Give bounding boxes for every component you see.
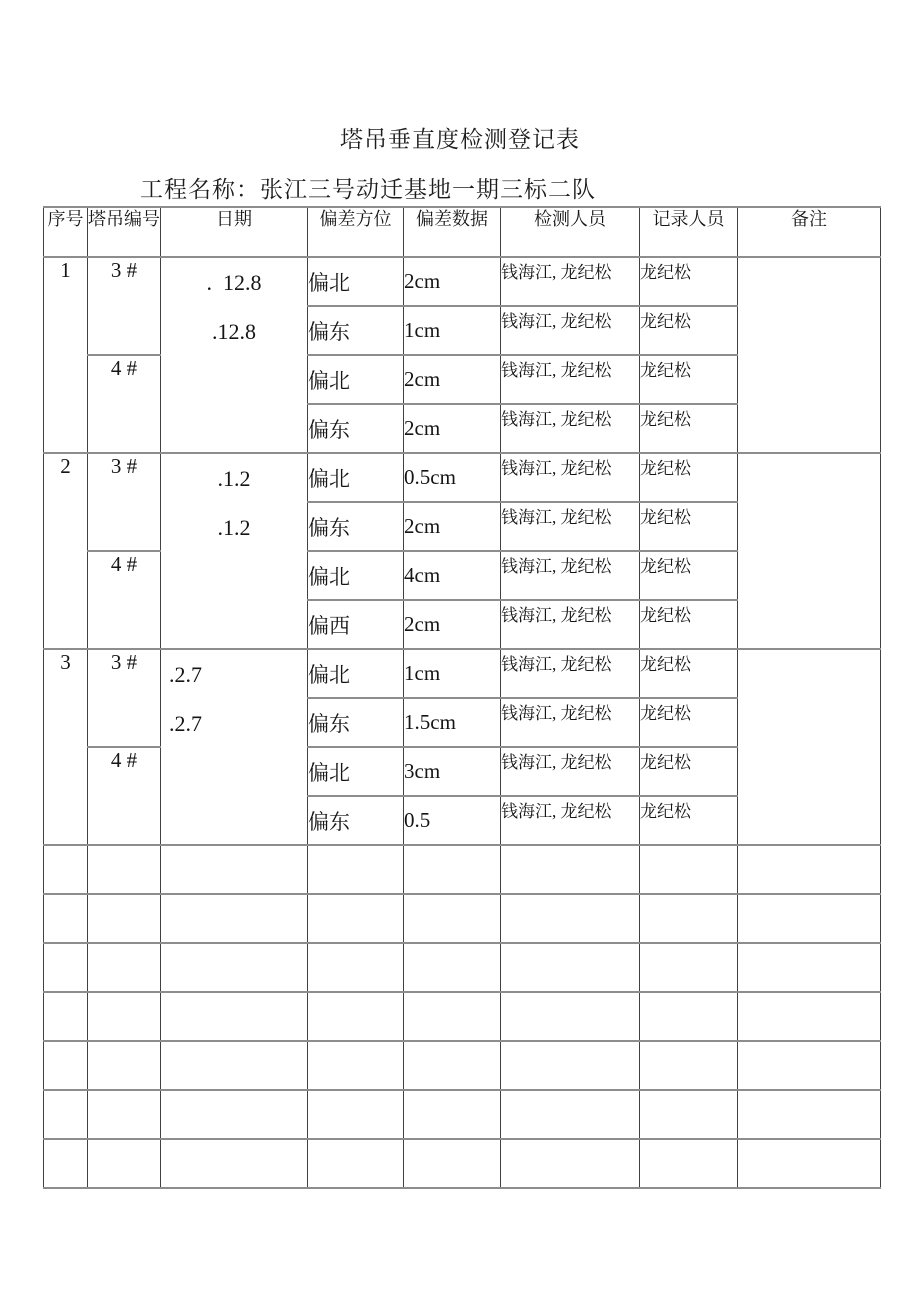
direction-cell: 偏北: [308, 551, 404, 600]
inspectors-cell: 钱海江, 龙纪松: [501, 355, 640, 404]
date-line: .12.8: [212, 319, 256, 344]
direction-cell: 偏东: [308, 404, 404, 453]
empty-cell: [161, 845, 308, 894]
empty-cell: [44, 1090, 88, 1139]
date-line: .2.7: [169, 711, 202, 736]
direction-cell: 偏东: [308, 502, 404, 551]
column-header-inspectors: 检测人员: [501, 207, 640, 257]
empty-cell: [738, 1139, 881, 1188]
recorder-cell: 龙纪松: [640, 796, 738, 845]
recorder-cell: 龙纪松: [640, 502, 738, 551]
inspectors-cell: 钱海江, 龙纪松: [501, 649, 640, 698]
empty-cell: [308, 845, 404, 894]
seq-cell: 2: [44, 453, 88, 649]
empty-cell: [308, 1041, 404, 1090]
date-cell: [161, 453, 308, 649]
empty-cell: [44, 894, 88, 943]
recorder-cell: 龙纪松: [640, 355, 738, 404]
empty-cell: [88, 894, 161, 943]
recorder-cell: 龙纪松: [640, 453, 738, 502]
inspection-registry-table: [43, 206, 881, 1189]
empty-cell: [640, 894, 738, 943]
crane-no-cell: 4 #: [88, 355, 161, 453]
empty-table-row: [44, 1041, 881, 1090]
empty-cell: [404, 1041, 501, 1090]
empty-cell: [161, 992, 308, 1041]
deviation-cell: 2cm: [404, 257, 501, 306]
seq-cell: 3: [44, 649, 88, 845]
empty-cell: [88, 943, 161, 992]
direction-cell: 偏北: [308, 747, 404, 796]
empty-cell: [161, 943, 308, 992]
column-header-direction: 偏差方位: [308, 207, 404, 257]
deviation-cell: 1cm: [404, 306, 501, 355]
direction-cell: 偏西: [308, 600, 404, 649]
column-header-seq: 序号: [44, 207, 88, 257]
direction-cell: 偏北: [308, 453, 404, 502]
table-row: [44, 649, 881, 698]
recorder-cell: 龙纪松: [640, 698, 738, 747]
empty-table-row: [44, 1090, 881, 1139]
remark-cell: [738, 649, 881, 845]
project-name-line: 工程名称：张江三号动迁基地一期三标二队: [140, 176, 596, 202]
empty-cell: [738, 992, 881, 1041]
direction-cell: 偏北: [308, 649, 404, 698]
deviation-cell: 0.5cm: [404, 453, 501, 502]
inspectors-cell: 钱海江, 龙纪松: [501, 306, 640, 355]
recorder-cell: 龙纪松: [640, 306, 738, 355]
empty-table-row: [44, 845, 881, 894]
empty-table-row: [44, 894, 881, 943]
inspectors-cell: 钱海江, 龙纪松: [501, 551, 640, 600]
empty-cell: [640, 1090, 738, 1139]
empty-cell: [161, 894, 308, 943]
empty-cell: [44, 1041, 88, 1090]
inspectors-cell: 钱海江, 龙纪松: [501, 698, 640, 747]
column-header-crane-no: 塔吊编号: [88, 207, 161, 257]
recorder-cell: 龙纪松: [640, 404, 738, 453]
crane-no-cell: 3 #: [88, 257, 161, 355]
direction-cell: 偏东: [308, 796, 404, 845]
date-cell: [161, 257, 308, 453]
column-header-remarks: 备注: [738, 207, 881, 257]
inspectors-cell: 钱海江, 龙纪松: [501, 600, 640, 649]
empty-cell: [308, 894, 404, 943]
crane-no-cell: 3 #: [88, 649, 161, 747]
date-line: . 12.8: [206, 270, 262, 295]
empty-cell: [501, 894, 640, 943]
empty-cell: [501, 845, 640, 894]
direction-cell: 偏东: [308, 698, 404, 747]
deviation-cell: 2cm: [404, 404, 501, 453]
empty-cell: [404, 894, 501, 943]
empty-cell: [640, 943, 738, 992]
empty-cell: [640, 992, 738, 1041]
inspectors-cell: 钱海江, 龙纪松: [501, 404, 640, 453]
page-title: 塔吊垂直度检测登记表: [340, 126, 580, 152]
empty-table-row: [44, 992, 881, 1041]
empty-cell: [88, 1041, 161, 1090]
empty-cell: [88, 992, 161, 1041]
recorder-cell: 龙纪松: [640, 600, 738, 649]
empty-cell: [404, 992, 501, 1041]
empty-cell: [161, 1090, 308, 1139]
empty-cell: [640, 1139, 738, 1188]
deviation-cell: 1.5cm: [404, 698, 501, 747]
empty-cell: [404, 1090, 501, 1139]
empty-cell: [738, 1090, 881, 1139]
empty-cell: [308, 943, 404, 992]
empty-cell: [161, 1139, 308, 1188]
empty-cell: [501, 1139, 640, 1188]
inspectors-cell: 钱海江, 龙纪松: [501, 796, 640, 845]
column-header-deviation: 偏差数据: [404, 207, 501, 257]
crane-no-cell: 3 #: [88, 453, 161, 551]
recorder-cell: 龙纪松: [640, 551, 738, 600]
deviation-cell: 1cm: [404, 649, 501, 698]
empty-cell: [44, 943, 88, 992]
seq-cell: 1: [44, 257, 88, 453]
empty-table-row: [44, 943, 881, 992]
empty-cell: [88, 845, 161, 894]
empty-cell: [501, 1041, 640, 1090]
table-row: [44, 257, 881, 306]
empty-cell: [44, 1139, 88, 1188]
inspectors-cell: 钱海江, 龙纪松: [501, 453, 640, 502]
deviation-cell: 0.5: [404, 796, 501, 845]
empty-cell: [738, 845, 881, 894]
direction-cell: 偏东: [308, 306, 404, 355]
inspectors-cell: 钱海江, 龙纪松: [501, 257, 640, 306]
empty-cell: [44, 992, 88, 1041]
empty-cell: [501, 1090, 640, 1139]
remark-cell: [738, 453, 881, 649]
inspectors-cell: 钱海江, 龙纪松: [501, 747, 640, 796]
empty-cell: [738, 1041, 881, 1090]
empty-cell: [308, 1139, 404, 1188]
table-row: [44, 453, 881, 502]
direction-cell: 偏北: [308, 257, 404, 306]
empty-cell: [404, 943, 501, 992]
empty-cell: [501, 943, 640, 992]
date-cell: [161, 649, 308, 845]
empty-table-row: [44, 1139, 881, 1188]
empty-cell: [738, 894, 881, 943]
empty-cell: [501, 992, 640, 1041]
recorder-cell: 龙纪松: [640, 747, 738, 796]
crane-no-cell: 4 #: [88, 551, 161, 649]
deviation-cell: 2cm: [404, 502, 501, 551]
column-header-recorder: 记录人员: [640, 207, 738, 257]
remark-cell: [738, 257, 881, 453]
empty-cell: [738, 943, 881, 992]
inspectors-cell: 钱海江, 龙纪松: [501, 502, 640, 551]
date-line: .1.2: [217, 466, 251, 491]
empty-cell: [308, 992, 404, 1041]
deviation-cell: 3cm: [404, 747, 501, 796]
empty-cell: [404, 845, 501, 894]
empty-cell: [308, 1090, 404, 1139]
direction-cell: 偏北: [308, 355, 404, 404]
header-row: [44, 207, 881, 257]
empty-cell: [44, 845, 88, 894]
recorder-cell: 龙纪松: [640, 257, 738, 306]
date-line: .1.2: [217, 515, 251, 540]
empty-cell: [640, 845, 738, 894]
deviation-cell: 4cm: [404, 551, 501, 600]
empty-cell: [88, 1139, 161, 1188]
empty-cell: [161, 1041, 308, 1090]
recorder-cell: 龙纪松: [640, 649, 738, 698]
deviation-cell: 2cm: [404, 600, 501, 649]
empty-cell: [404, 1139, 501, 1188]
empty-cell: [640, 1041, 738, 1090]
column-header-date: 日期: [161, 207, 308, 257]
crane-no-cell: 4 #: [88, 747, 161, 845]
date-line: .2.7: [169, 662, 202, 687]
deviation-cell: 2cm: [404, 355, 501, 404]
empty-cell: [88, 1090, 161, 1139]
